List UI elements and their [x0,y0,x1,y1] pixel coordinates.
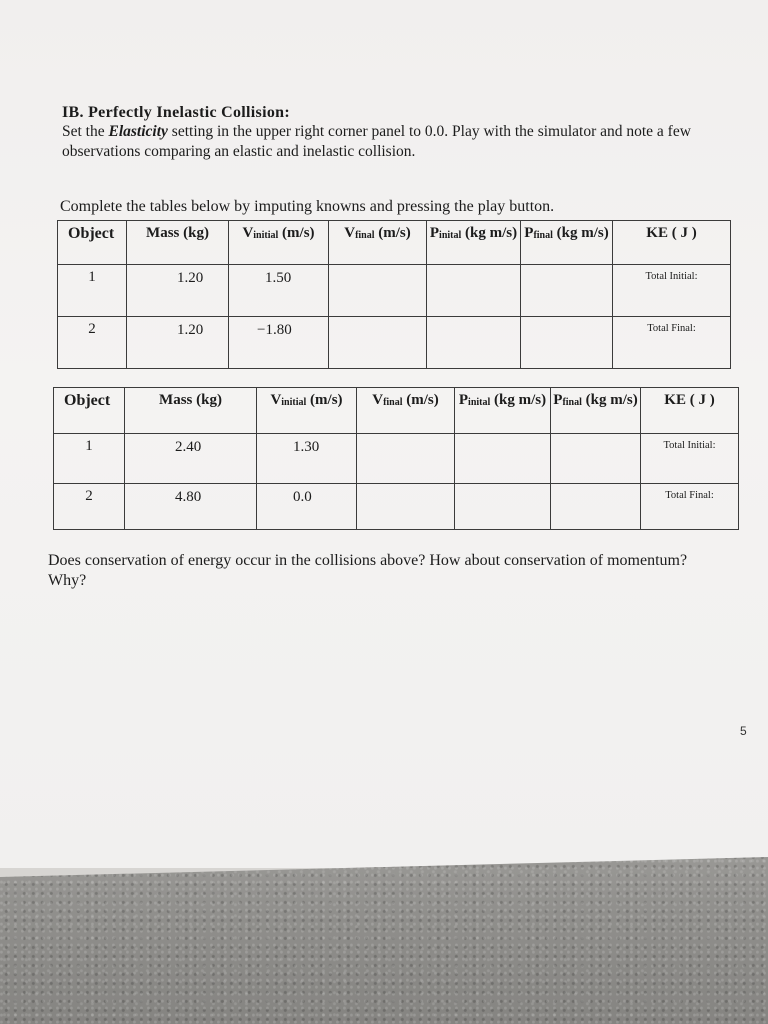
cell-p-final[interactable] [521,317,613,369]
cell-p-final[interactable] [521,265,613,317]
cell-v-final[interactable] [329,317,427,369]
table-row [54,484,739,530]
instructions [62,122,732,162]
cell-object: 2 [58,317,127,369]
header-p-final: $P_{final}$ (kg m/s) [551,388,641,434]
table-row [58,265,731,317]
header-p-initial: $P_{inital}$ (kg m/s) [455,388,551,434]
header-row [54,388,739,434]
table-intro: Complete the tables below by imputing knowns and pressing the play button. [60,198,555,215]
header-ke: KE ( J ) [641,388,739,434]
elasticity-term: Elasticity [108,123,168,140]
cell-v-final[interactable] [357,484,455,530]
header-p-initial: $P_{inital}$ (kg m/s) [427,221,521,265]
desk-surface [0,852,768,1024]
cell-ke-total-final[interactable]: Total Final: [613,317,731,369]
cell-object: 1 [54,434,125,484]
cell-v-initial: −1.80 [229,317,329,369]
cell-mass: 4.80 [125,484,257,530]
cell-mass: 2.40 [125,434,257,484]
cell-ke-total-final[interactable]: Total Final: [641,484,739,530]
cell-p-initial[interactable] [455,484,551,530]
cell-v-final[interactable] [329,265,427,317]
cell-mass: 1.20 [127,317,229,369]
question-text: Does conservation of energy occur in the collisions above? How about conservation of momentum? Why? [48,552,688,589]
cell-object: 1 [58,265,127,317]
cell-ke-total-initial[interactable]: Total Initial: [641,434,739,484]
cell-v-initial: 1.50 [229,265,329,317]
cell-p-initial[interactable] [455,434,551,484]
cell-object: 2 [54,484,125,530]
table-row [58,317,731,369]
header-object: Object [54,388,125,434]
header-v-initial: $V_{initial}$ (m/s) [229,221,329,265]
cell-p-final[interactable] [551,484,641,530]
header-p-final: $P_{final}$ (kg m/s) [521,221,613,265]
cell-v-final[interactable] [357,434,455,484]
page-number: 5 [740,724,747,738]
cell-p-final[interactable] [551,434,641,484]
cell-mass: 1.20 [127,265,229,317]
section-heading: IB. Perfectly Inelastic Collision: [62,104,290,121]
table-row [54,434,739,484]
instruction-suffix: setting in the upper right corner panel to 0.0. Play with the simulator and note a few observations comparing an elastic and inelastic collision. [62,123,691,160]
cell-ke-total-initial[interactable]: Total Initial: [613,265,731,317]
collision-table-2 [53,387,739,530]
collision-table-1 [57,220,731,369]
header-mass: Mass (kg) [125,388,257,434]
header-ke: KE ( J ) [613,221,731,265]
instruction-prefix: Set the [62,123,109,140]
header-v-final: $V_{final}$ (m/s) [357,388,455,434]
cell-p-initial[interactable] [427,265,521,317]
cell-v-initial: 0.0 [257,484,357,530]
header-v-initial: $V_{initial}$ (m/s) [257,388,357,434]
header-v-final: $V_{final}$ (m/s) [329,221,427,265]
cell-v-initial: 1.30 [257,434,357,484]
cell-p-initial[interactable] [427,317,521,369]
header-row [58,221,731,265]
header-object: Object [58,221,127,265]
header-mass: Mass (kg) [127,221,229,265]
